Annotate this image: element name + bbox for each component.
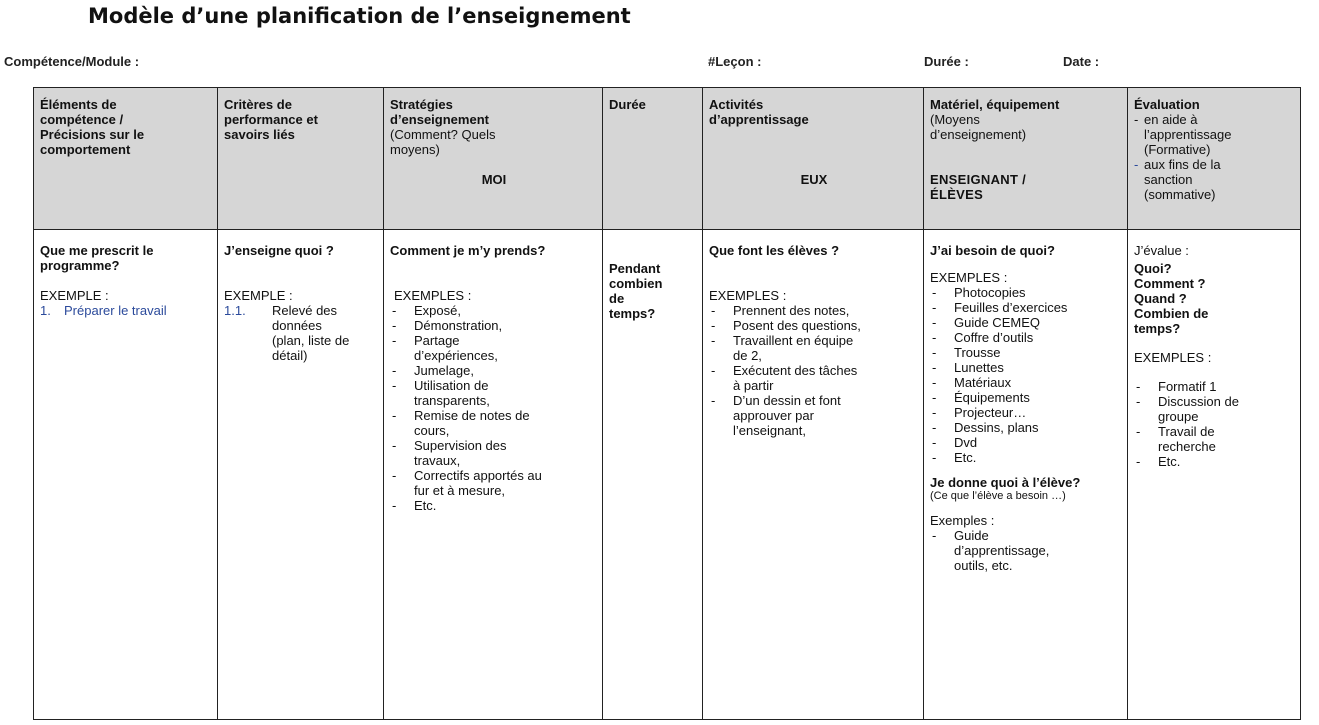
list-item-line: Exécutent des tâches	[733, 363, 858, 378]
bullet-dash: -	[392, 408, 397, 423]
list-item-line: Projecteur…	[954, 405, 1027, 420]
list-item	[390, 333, 598, 363]
list-item	[709, 303, 919, 318]
list-item-line: fur et à mesure,	[414, 483, 506, 498]
list-item-line: Jumelage,	[414, 363, 474, 378]
header-line: comportement	[40, 142, 131, 157]
list-item	[1134, 112, 1298, 157]
header-tag-enseignant: ENSEIGNANT /	[930, 172, 1027, 187]
list-item	[709, 363, 919, 393]
bullet-dash: -	[711, 393, 716, 408]
bullet-dash: -	[1134, 157, 1139, 172]
bullet-dash: -	[1136, 394, 1141, 409]
list-item	[930, 450, 1123, 465]
bullet-dash: -	[932, 315, 937, 330]
header-evaluation	[1128, 88, 1302, 230]
header-line: Critères de	[224, 97, 292, 112]
header-line: Précisions sur le	[40, 127, 145, 142]
bullet-dash: -	[392, 438, 397, 453]
list-item-line: Prennent des notes,	[733, 303, 850, 318]
list-item	[930, 345, 1123, 360]
intro-line: J’évalue :	[1134, 243, 1189, 258]
list-item-line: recherche	[1158, 439, 1216, 454]
bullet-dash: -	[1136, 379, 1141, 394]
list-item	[1134, 394, 1298, 424]
header-line: d’apprentissage	[709, 112, 809, 127]
list-item-line: Supervision des	[414, 438, 507, 453]
example-label: EXEMPLES :	[1134, 350, 1212, 365]
body-duree	[603, 235, 702, 321]
question-line: Quand ?	[1134, 291, 1187, 306]
list-item	[390, 303, 598, 318]
list-item	[390, 438, 598, 468]
list-item-line: Trousse	[954, 345, 1001, 360]
question-line: Comment je m’y prends?	[390, 243, 546, 258]
header-tag-moi: MOI	[481, 172, 507, 187]
bullet-dash: -	[392, 498, 397, 513]
list-item-line: groupe	[1158, 409, 1199, 424]
example-label: EXEMPLE :	[40, 288, 109, 303]
list-item	[1134, 157, 1298, 202]
question-line: J’ai besoin de quoi?	[930, 243, 1055, 258]
duree-line: combien	[609, 276, 663, 291]
list-item-line: Guide CEMEQ	[954, 315, 1040, 330]
list-item-line: Dvd	[954, 435, 978, 450]
competence-module-label: Compétence/Module :	[4, 54, 140, 69]
header-materiel	[924, 88, 1127, 230]
list-item-line: de 2,	[733, 348, 762, 363]
list-item-line: travaux,	[414, 453, 461, 468]
list-item	[709, 333, 919, 363]
header-line: Activités	[709, 97, 764, 112]
question-line: Que font les élèves ?	[709, 243, 840, 258]
list-item	[930, 390, 1123, 405]
list-item	[930, 528, 1123, 573]
list-item	[390, 378, 598, 408]
list-item-line: Etc.	[954, 450, 977, 465]
example-label: EXEMPLES :	[709, 288, 787, 303]
header-line: d’enseignement	[390, 112, 489, 127]
header-line: Durée	[609, 97, 646, 112]
bullet-dash: -	[392, 318, 397, 333]
item-line: Relevé des	[272, 303, 338, 318]
list-item	[709, 318, 919, 333]
bullet-dash: -	[932, 390, 937, 405]
list-item	[224, 303, 379, 363]
list-item	[709, 393, 919, 438]
question-line: Comment ?	[1134, 276, 1206, 291]
materiel-list-2	[930, 528, 1123, 573]
bullet-dash: -	[1136, 454, 1141, 469]
list-item-line: Formatif 1	[1158, 379, 1217, 394]
item-number: 1.	[40, 303, 51, 318]
duree-line: temps?	[609, 306, 656, 321]
body-strategies	[384, 235, 602, 513]
list-item-line: Photocopies	[954, 285, 1026, 300]
list-item	[930, 405, 1123, 420]
example-label: EXEMPLES :	[930, 270, 1008, 285]
list-item-line: (sommative)	[1144, 187, 1216, 202]
bullet-dash: -	[932, 450, 937, 465]
list-item	[390, 318, 598, 333]
header-subtitle: moyens)	[390, 142, 440, 157]
duree-line: Pendant	[609, 261, 661, 276]
list-item	[930, 360, 1123, 375]
bullet-dash: -	[392, 378, 397, 393]
header-strategies	[384, 88, 602, 230]
list-item	[930, 375, 1123, 390]
bullet-dash: -	[932, 435, 937, 450]
header-line: performance et	[224, 112, 318, 127]
list-item-line: Équipements	[954, 390, 1030, 405]
list-item-line: Partage	[414, 333, 460, 348]
item-text: Préparer le travail	[64, 303, 167, 318]
bullet-dash: -	[392, 468, 397, 483]
bullet-dash: -	[1134, 112, 1139, 127]
body-materiel	[924, 235, 1127, 573]
example-label: EXEMPLES :	[394, 288, 472, 303]
item-number: 1.1.	[224, 303, 246, 318]
header-line: Stratégies	[390, 97, 453, 112]
bullet-dash: -	[932, 420, 937, 435]
list-item	[930, 435, 1123, 450]
header-line: Évaluation	[1134, 97, 1200, 112]
list-item-line: d’apprentissage,	[954, 543, 1050, 558]
list-item-line: l’enseignant,	[733, 423, 806, 438]
bullet-dash: -	[932, 405, 937, 420]
header-line: savoirs liés	[224, 127, 295, 142]
header-activites	[703, 88, 923, 230]
bullet-dash: -	[932, 330, 937, 345]
example-label: Exemples :	[930, 513, 995, 528]
lecon-label: #Leçon :	[708, 54, 762, 69]
bullet-dash: -	[711, 318, 716, 333]
activites-list	[709, 303, 919, 438]
question-line: J’enseigne quoi ?	[224, 243, 334, 258]
list-item	[1134, 424, 1298, 454]
duree-label: Durée :	[924, 54, 969, 69]
list-item-line: Etc.	[1158, 454, 1181, 469]
evaluation-list	[1134, 379, 1298, 469]
list-item-line: Posent des questions,	[733, 318, 861, 333]
header-tag-eleves: ÉLÈVES	[930, 187, 984, 202]
bullet-dash: -	[711, 363, 716, 378]
bullet-dash: -	[711, 333, 716, 348]
bullet-dash: -	[932, 360, 937, 375]
list-item-line: approuver par	[733, 408, 814, 423]
question-line: programme?	[40, 258, 120, 273]
list-item-line: cours,	[414, 423, 450, 438]
bullet-dash: -	[711, 303, 716, 318]
list-item	[1134, 379, 1298, 394]
bullet-dash: -	[392, 363, 397, 378]
list-item-line: (Formative)	[1144, 142, 1211, 157]
list-item-line: Matériaux	[954, 375, 1012, 390]
evaluation-type-list	[1134, 112, 1298, 202]
list-item-line: Exposé,	[414, 303, 461, 318]
list-item-line: Correctifs apportés au	[414, 468, 542, 483]
list-item-line: Démonstration,	[414, 318, 503, 333]
materiel-list	[930, 285, 1123, 465]
header-duree	[603, 88, 702, 230]
duree-line: de	[609, 291, 625, 306]
list-item	[390, 468, 598, 498]
list-item-line: Etc.	[414, 498, 437, 513]
list-item	[930, 420, 1123, 435]
date-label: Date :	[1063, 54, 1100, 69]
item-line: (plan, liste de	[272, 333, 350, 348]
header-subtitle: (Comment? Quels	[390, 127, 496, 142]
header-subtitle: d’enseignement)	[930, 127, 1027, 142]
list-item	[930, 285, 1123, 300]
bullet-dash: -	[1136, 424, 1141, 439]
list-item-line: Guide	[954, 528, 989, 543]
list-item-line: Travaillent en équipe	[733, 333, 854, 348]
list-item-line: Discussion de	[1158, 394, 1239, 409]
bullet-dash: -	[392, 333, 397, 348]
bullet-dash: -	[932, 300, 937, 315]
list-item	[390, 408, 598, 438]
bullet-dash: -	[932, 345, 937, 360]
body-evaluation	[1128, 235, 1302, 469]
list-item-line: Travail de	[1158, 424, 1215, 439]
list-item-line: d’expériences,	[414, 348, 498, 363]
list-item-line: à partir	[733, 378, 774, 393]
strategies-list	[390, 303, 598, 513]
header-line: compétence /	[40, 112, 124, 127]
list-item-line: Dessins, plans	[954, 420, 1039, 435]
question-line: Que me prescrit le	[40, 243, 154, 258]
page-title: Modèle d’une planification de l’enseignement	[88, 4, 631, 28]
list-item	[930, 315, 1123, 330]
list-item-line: transparents,	[414, 393, 490, 408]
body-elements-competence	[34, 235, 217, 318]
list-item-line: l’apprentissage	[1144, 127, 1232, 142]
header-tag-eux: EUX	[800, 172, 828, 187]
list-item-line: outils, etc.	[954, 558, 1013, 573]
question-line: temps?	[1134, 321, 1181, 336]
list-item-line: Coffre d’outils	[954, 330, 1034, 345]
list-item	[390, 363, 598, 378]
list-item	[1134, 454, 1298, 469]
header-subtitle: (Moyens	[930, 112, 980, 127]
list-item-line: D’un dessin et font	[733, 393, 841, 408]
list-item	[390, 498, 598, 513]
list-item	[40, 303, 213, 318]
list-item-line: sanction	[1144, 172, 1193, 187]
body-criteres	[218, 235, 383, 363]
list-item	[930, 300, 1123, 315]
list-item-line: Utilisation de	[414, 378, 489, 393]
list-item-line: en aide à	[1144, 112, 1198, 127]
question-line: Quoi?	[1134, 261, 1172, 276]
body-activites	[703, 235, 923, 438]
item-line: détail)	[272, 348, 308, 363]
question-line: Je donne quoi à l’élève?	[930, 475, 1081, 490]
bullet-dash: -	[932, 375, 937, 390]
header-line: Éléments de	[40, 97, 117, 112]
list-item	[930, 330, 1123, 345]
list-item-line: Feuilles d’exercices	[954, 300, 1068, 315]
bullet-dash: -	[392, 303, 397, 318]
item-line: données	[272, 318, 322, 333]
planning-table	[33, 87, 1301, 720]
list-item-line: Lunettes	[954, 360, 1004, 375]
note-text: (Ce que l’élève a besoin …)	[930, 490, 1066, 502]
header-criteres	[218, 88, 383, 230]
example-label: EXEMPLE :	[224, 288, 293, 303]
list-item-line: Remise de notes de	[414, 408, 530, 423]
question-line: Combien de	[1134, 306, 1209, 321]
header-elements-competence	[34, 88, 217, 230]
header-line: Matériel, équipement	[930, 97, 1060, 112]
bullet-dash: -	[932, 528, 937, 543]
list-item-line: aux fins de la	[1144, 157, 1221, 172]
bullet-dash: -	[932, 285, 937, 300]
